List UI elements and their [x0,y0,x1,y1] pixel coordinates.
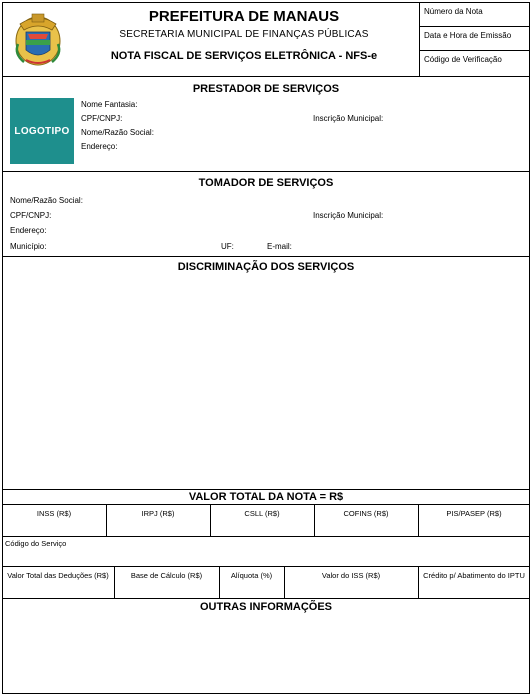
base-calculo-label: Base de Cálculo (R$) [130,571,203,580]
discriminacao-area [4,276,528,486]
tax-inss-label: INSS (R$) [36,509,72,518]
data-emissao-label: Data e Hora de Emissão [424,31,512,40]
outras-informacoes-heading: OUTRAS INFORMAÇÕES [200,601,332,613]
valor-total-heading: VALOR TOTAL DA NOTA = R$ [188,491,344,503]
page-title: PREFEITURA DE MANAUS [148,8,340,25]
document-title: NOTA FISCAL DE SERVIÇOS ELETRÔNICA - NFS-e [110,50,378,62]
valor-iss-label: Valor do ISS (R$) [321,571,381,580]
tax-pis-pasep-label: PIS/PASEP (R$) [446,509,502,518]
prestador-cpf-cnpj-label: CPF/CNPJ: [81,114,123,123]
deducoes-label: Valor Total das Deduções (R$) [7,571,109,580]
credito-iptu-label: Crédito p/ Abatimento do IPTU [423,571,525,580]
codigo-verificacao-label: Código de Verificação [424,55,502,64]
tomador-heading: TOMADOR DE SERVIÇOS [198,177,334,189]
prestador-inscricao-label: Inscrição Municipal: [313,114,384,123]
city-crest-icon [12,10,64,68]
outras-informacoes-area [4,616,528,690]
page-subtitle: SECRETARIA MUNICIPAL DE FINANÇAS PÚBLICAS [119,29,369,40]
tax-cofins-label: COFINS (R$) [343,509,389,518]
codigo-servico-label: Código do Serviço [5,539,67,548]
tomador-cpf-cnpj-label: CPF/CNPJ: [10,211,52,220]
tomador-razao-social-label: Nome/Razão Social: [10,196,83,205]
tomador-email-label: E-mail: [267,242,292,251]
prestador-heading: PRESTADOR DE SERVIÇOS [192,83,340,95]
tomador-inscricao-label: Inscrição Municipal: [313,211,384,220]
tax-csll-label: CSLL (R$) [244,509,280,518]
discriminacao-heading: DISCRIMINAÇÃO DOS SERVIÇOS [177,261,355,273]
prestador-razao-social-label: Nome/Razão Social: [81,128,154,137]
logo-placeholder: LOGOTIPO [10,98,74,164]
nome-fantasia-label: Nome Fantasia: [81,100,138,109]
prestador-endereco-label: Endereço: [81,142,118,151]
tomador-endereco-label: Endereço: [10,226,47,235]
numero-nota-label: Número da Nota [424,7,483,16]
tax-irpj-label: IRPJ (R$) [141,509,175,518]
aliquota-label: Alíquota (%) [230,571,273,580]
tomador-municipio-label: Município: [10,242,47,251]
tomador-uf-label: UF: [221,242,234,251]
